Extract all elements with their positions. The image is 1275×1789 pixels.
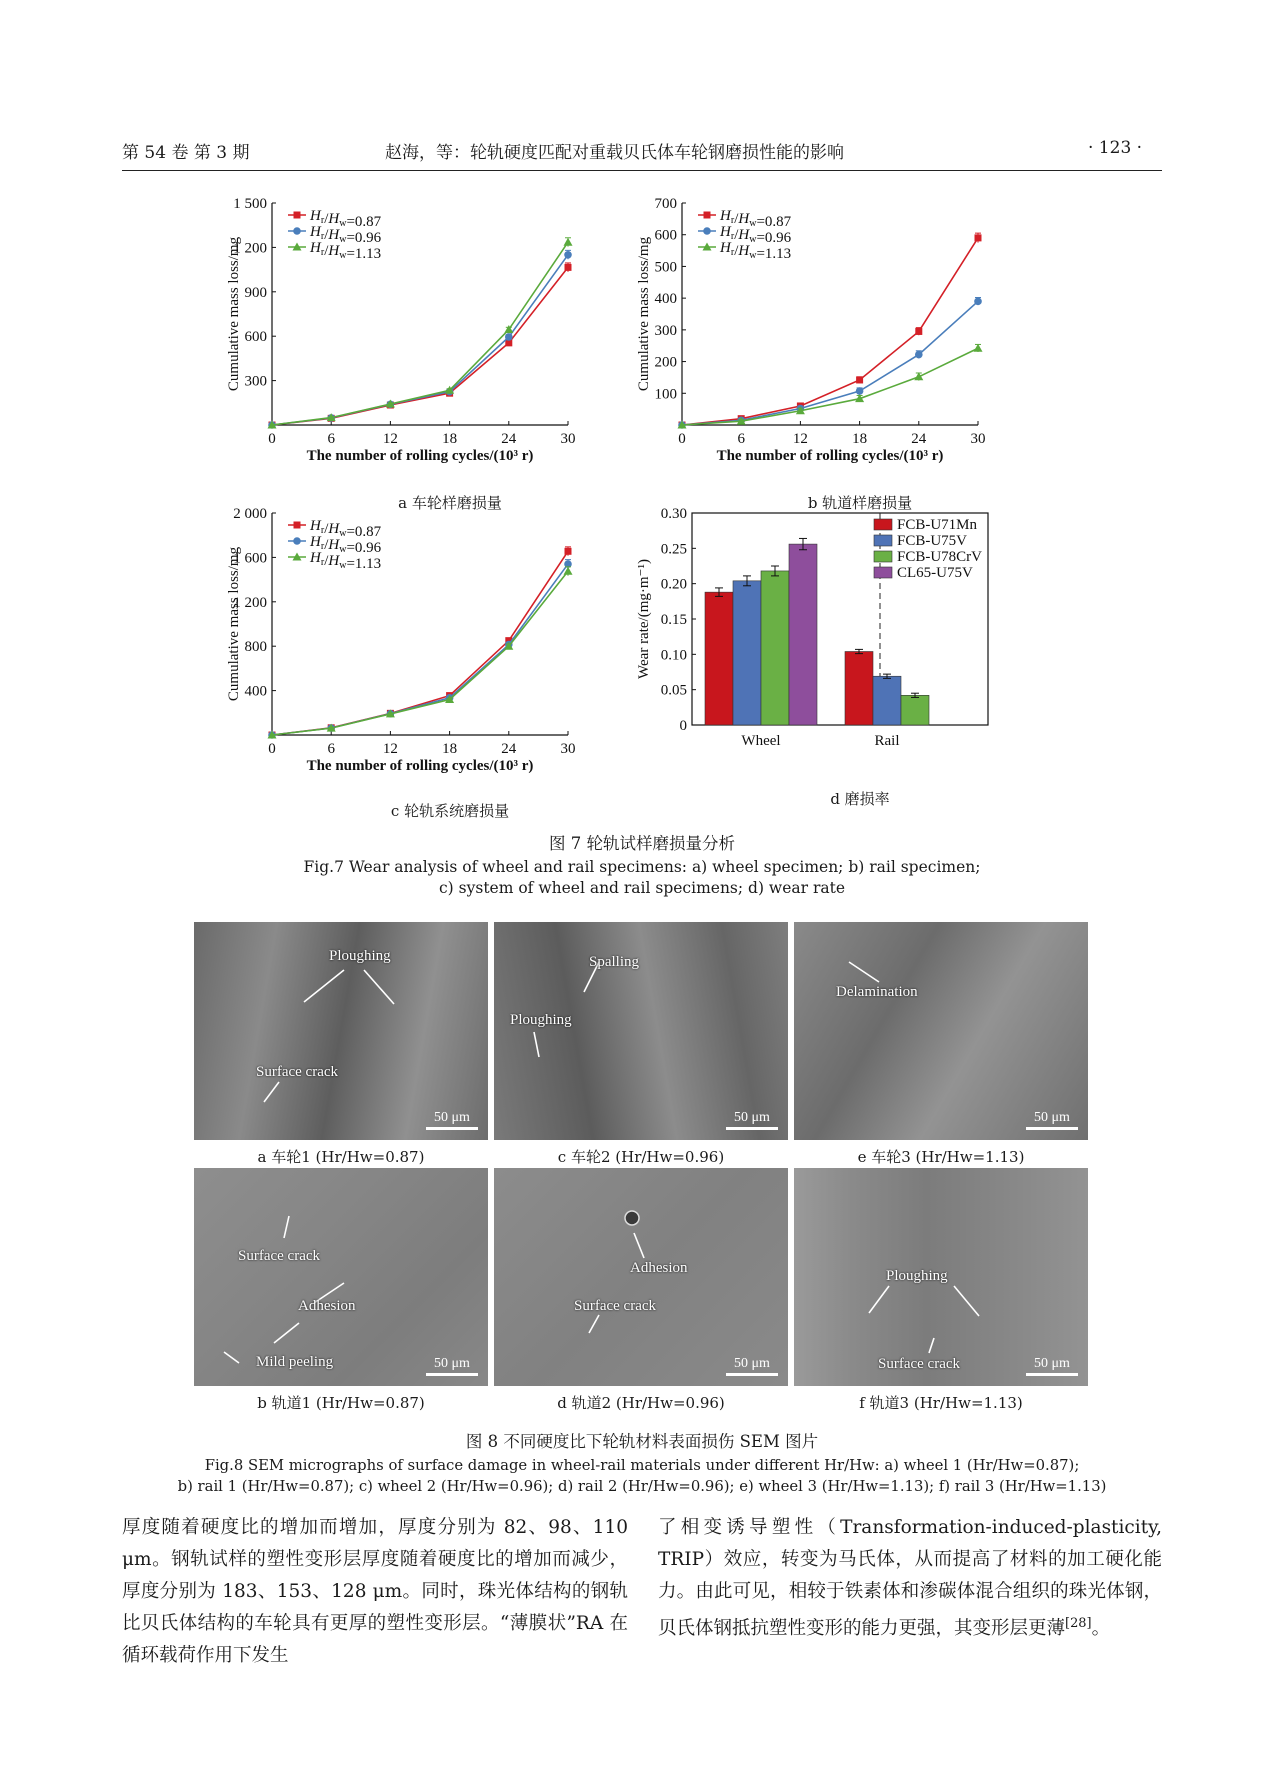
chart-c-series-line [272,571,568,735]
sem-b-arrows [194,1168,488,1386]
chart-d-y-tick-label: 0.25 [660,541,687,558]
chart-a-y-tick-label: 1 200 [233,240,267,257]
chart-a-y-tick-label: 600 [244,329,267,346]
chart-b-legend-marker [704,212,711,219]
chart-d-legend-swatch [874,535,892,546]
chart-d-bar [789,544,817,725]
chart-c-system-mass-loss [226,505,650,795]
sem-d-scale-bar: 50 μm [726,1356,778,1376]
sem-f-label-1: Ploughing [886,1268,948,1284]
chart-a-series-1 [268,250,572,428]
chart-a-x-tick-label: 30 [560,431,576,447]
sem-panel-b [194,1168,488,1386]
chart-b-y-tick-label: 600 [654,227,677,244]
header-rule [122,170,1162,171]
chart-b-point [915,351,923,359]
chart-b-series-2 [678,344,983,429]
chart-d-legend-swatch [874,551,892,562]
chart-b-x-tick-label: 12 [792,431,808,447]
chart-c-legend-label: $H_r/H_w=0.96$ [310,534,382,556]
chart-b-legend-marker [703,227,711,235]
chart-a-series-line [272,242,568,425]
chart-b-legend-label: $H_r/H_w=0.96$ [720,224,792,246]
chart-a-x-tick-label: 12 [382,431,398,447]
sem-c-label-2: Ploughing [510,1012,572,1028]
chart-b-point [975,234,982,241]
chart-c-caption: c 轮轨系统磨损量 [390,802,510,820]
chart-d-legend-label: FCB-U78CrV [897,549,983,565]
sem-b-scale-bar: 50 μm [426,1356,478,1376]
chart-d-legend-swatch [874,567,892,578]
chart-d-y-tick-label: 0 [679,718,687,734]
body-paragraph-left: 厚度随着硬度比的增加而增加，厚度分别为 82、98、110 μm。钢轨试样的塑性变形层厚度随着硬度比的增加而减少，厚度分别为 183、153、128 μm。同时，珠光体结构的钢轨比贝氏体结构的车轮具有更厚的塑性变形层。“薄膜状”RA 在循环载荷作用下发生 [122,1517,628,1666]
sem-d-label-1: Adhesion [630,1260,688,1276]
fig7-caption-en-1: Fig.7 Wear analysis of wheel and rail specimens: a) wheel specimen; b) rail specimen; [303,858,981,876]
chart-b-x-tick-label: 18 [852,431,868,447]
chart-a-point [565,264,572,271]
sem-a-caption: a 车轮1 (Hr/Hw=0.87) [257,1148,425,1166]
sem-c-scale-bar: 50 μm [726,1110,778,1130]
chart-c-x-tick-label: 30 [560,741,576,757]
sem-b-label-3: Mild peeling [256,1354,334,1370]
chart-a-legend-label: $H_r/H_w=1.13$ [310,240,382,262]
chart-a-x-tick-label: 18 [442,431,458,447]
chart-d-bar [733,581,761,725]
header-volume: 第 54 卷 第 3 期 [122,143,250,163]
chart-c-y-tick-label: 1 200 [233,594,267,611]
chart-d-bar [705,592,733,725]
chart-a-legend-marker [293,227,301,235]
chart-d-category-label: Rail [874,733,900,749]
chart-a-series-0 [269,263,572,429]
chart-c-series-0 [269,547,572,739]
chart-b-y-tick-label: 500 [654,259,677,276]
header-title: 赵海，等：轮轨硬度匹配对重载贝氏体车轮钢磨损性能的影响 [385,143,844,163]
sem-panel-f [794,1168,1088,1386]
chart-a-point [564,238,573,246]
chart-a-legend-label: $H_r/H_w=0.87$ [310,208,382,230]
sem-d-label-2: Surface crack [574,1298,657,1314]
sem-a-label-2: Surface crack [256,1064,339,1080]
chart-a-x-tick-label: 24 [501,431,517,447]
sem-f-scale-bar: 50 μm [1026,1356,1078,1376]
chart-d-y-tick-label: 0.20 [660,576,687,593]
sem-a-scale-bar: 50 μm [426,1110,478,1130]
chart-b-x-tick-label: 0 [678,431,686,447]
chart-c-series-line [272,564,568,735]
chart-a-caption: a 车轮样磨损量 [398,494,502,512]
chart-d-legend-label: FCB-U75V [897,533,968,549]
chart-b-legend-label: $H_r/H_w=0.87$ [720,208,792,230]
sem-c-caption: c 车轮2 (Hr/Hw=0.96) [557,1148,725,1166]
sem-panel-c [494,922,788,1140]
chart-b-y-label: Cumulative mass loss/mg [636,236,652,392]
chart-b-x-label: The number of rolling cycles/(10³ r) [716,448,944,464]
chart-c-y-tick-label: 800 [244,639,267,656]
sem-f-label-2: Surface crack [878,1356,961,1372]
chart-b-point [914,372,923,380]
chart-a-point [564,251,572,259]
sem-f-caption: f 轨道3 (Hr/Hw=1.13) [859,1394,1023,1412]
chart-d-caption: d 磨损率 [830,790,890,808]
chart-a-legend-marker [294,212,301,219]
chart-c-x-tick-label: 12 [382,741,398,757]
chart-c-legend-label: $H_r/H_w=0.87$ [310,518,382,540]
chart-c-series-1 [268,560,572,739]
fig8-caption-en-1: Fig.8 SEM micrographs of surface damage in wheel-rail materials under different Hr/Hw: a) wheel 1 (Hr/Hw=0.87); [204,1457,1080,1474]
chart-c-y-tick-label: 400 [244,683,267,700]
chart-d-wear-rate [636,505,1060,795]
fig7-caption-en-2: c) system of wheel and rail specimens; d) wear rate [439,879,845,897]
chart-b-rail-mass-loss [636,195,1060,485]
chart-c-legend-marker [294,522,301,529]
chart-d-legend-swatch [874,519,892,530]
chart-c-y-label: Cumulative mass loss/mg [226,546,242,702]
chart-d-bar [873,676,901,725]
chart-b-point [974,344,983,352]
chart-d-legend-label: CL65-U75V [897,565,973,581]
chart-a-y-label: Cumulative mass loss/mg [226,236,242,392]
chart-d-legend-label: FCB-U71Mn [897,517,978,533]
chart-a-series-line [272,267,568,425]
sem-b-caption: b 轨道1 (Hr/Hw=0.87) [257,1394,425,1412]
chart-b-caption: b 轨道样磨损量 [807,494,913,512]
sem-panel-e [794,922,1088,1140]
sem-panel-d [494,1168,788,1386]
sem-panel-a [194,922,488,1140]
sem-b-label-2: Adhesion [298,1298,356,1314]
chart-b-point [915,328,922,335]
chart-b-y-tick-label: 200 [654,354,677,371]
chart-d-y-label: Wear rate/(mg·m⁻¹) [636,559,652,679]
chart-b-series-1 [678,298,982,429]
chart-b-legend-label: $H_r/H_w=1.13$ [720,240,792,262]
chart-c-x-label: The number of rolling cycles/(10³ r) [306,758,534,774]
chart-d-bar [845,652,873,725]
chart-a-x-tick-label: 6 [327,431,335,447]
chart-b-point [974,298,982,306]
chart-a-legend-label: $H_r/H_w=0.96$ [310,224,382,246]
chart-c-x-tick-label: 24 [501,741,517,757]
chart-d-y-tick-label: 0.05 [660,682,687,699]
chart-b-x-tick-label: 30 [970,431,986,447]
chart-c-y-tick-label: 1 600 [233,550,267,567]
chart-a-y-tick-label: 300 [244,373,267,390]
body-paragraph-right: 了相变诱导塑性（Transformation-induced-plasticity, TRIP）效应，转变为马氏体，从而提高了材料的加工硬化能力。由此可见，相较于铁素体和渗碳体混合组织的珠光体钢，贝氏体钢抵抗塑性变形的能力更强，其变形层更薄[28]。 [658,1517,1162,1640]
fig7-title: 图 7 轮轨试样磨损量分析 [549,834,735,853]
sem-d-caption: d 轨道2 (Hr/Hw=0.96) [557,1394,725,1412]
sem-b-label-1: Surface crack [238,1248,321,1264]
sem-e-arrows [794,922,1088,1140]
sem-d-arrows [494,1168,788,1386]
chart-b-point [856,387,864,395]
chart-d-y-tick-label: 0.10 [660,647,687,664]
chart-d-y-tick-label: 0.30 [660,506,687,522]
chart-a-y-tick-label: 1 500 [233,196,267,212]
chart-b-series-line [682,348,978,425]
chart-b-x-tick-label: 6 [737,431,745,447]
chart-d-y-tick-label: 0.15 [660,612,687,628]
chart-d-bar [761,571,789,725]
fig8-title: 图 8 不同硬度比下轮轨材料表面损伤 SEM 图片 [465,1432,819,1451]
sem-a-label-1: Ploughing [329,948,391,964]
chart-b-series-line [682,238,978,425]
chart-c-y-tick-label: 2 000 [233,506,267,522]
sem-e-scale-bar: 50 μm [1026,1110,1078,1130]
chart-c-series-2 [268,567,573,739]
header-page-number: · 123 · [1088,138,1143,158]
chart-c-x-tick-label: 6 [327,741,335,757]
chart-a-x-label: The number of rolling cycles/(10³ r) [306,448,534,464]
chart-b-y-tick-label: 700 [654,196,677,212]
fig8-caption-en-2: b) rail 1 (Hr/Hw=0.87); c) wheel 2 (Hr/Hw=0.96); d) rail 2 (Hr/Hw=0.96); e) wheel 3 (Hr/Hw=1.13); f) rail 3 (Hr/Hw=1.13) [177,1478,1107,1495]
sem-c-label-1: Spalling [589,954,640,970]
chart-d-bar [901,695,929,725]
sem-e-caption: e 车轮3 (Hr/Hw=1.13) [857,1148,1025,1166]
chart-c-x-tick-label: 0 [268,741,276,757]
chart-a-y-tick-label: 900 [244,284,267,301]
citation-ref: [28] [1065,1616,1092,1631]
chart-b-y-tick-label: 100 [654,386,677,403]
chart-c-point [565,548,572,555]
chart-a-point [505,333,513,341]
chart-b-x-tick-label: 24 [911,431,927,447]
chart-b-y-tick-label: 300 [654,322,677,339]
chart-b-y-tick-label: 400 [654,291,677,308]
chart-d-category-label: Wheel [741,733,781,749]
chart-a-x-tick-label: 0 [268,431,276,447]
chart-b-point [856,376,863,383]
chart-b-series-line [682,301,978,425]
chart-c-legend-marker [293,537,301,545]
chart-c-x-tick-label: 18 [442,741,458,757]
chart-c-legend-label: $H_r/H_w=1.13$ [310,550,382,572]
sem-e-label-1: Delamination [836,984,918,1000]
sem-c-arrows [494,922,788,1140]
chart-a-wheel-mass-loss [226,195,650,485]
